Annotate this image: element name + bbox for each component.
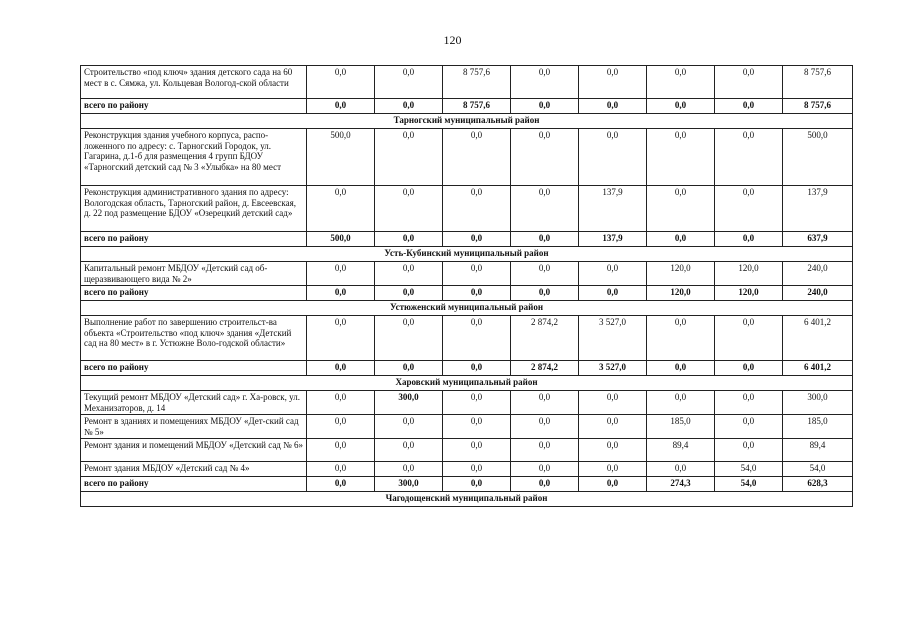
row-value: 0,0: [647, 316, 715, 361]
row-value: 0,0: [715, 316, 783, 361]
row-value: 0,0: [579, 129, 647, 186]
row-description: Реконструкция административного здания по адресу: Вологодская область, Тарногский район, д. Евсеевская, д. 22 под размещение БДОУ «Озерецкий детский сад»: [81, 186, 307, 232]
total-value: 0,0: [443, 232, 511, 247]
row-value: 8 757,6: [443, 66, 511, 99]
section-title: Чагодощенский муниципальный район: [81, 492, 853, 507]
row-value: 0,0: [715, 391, 783, 415]
total-value: 0,0: [579, 477, 647, 492]
row-description: Ремонт здания МБДОУ «Детский сад № 4»: [81, 462, 307, 477]
row-value: 0,0: [443, 186, 511, 232]
row-value: 0,0: [579, 439, 647, 462]
row-value: 0,0: [715, 439, 783, 462]
total-value: 0,0: [443, 477, 511, 492]
row-value: 0,0: [307, 262, 375, 286]
row-value: 0,0: [443, 391, 511, 415]
section-header-row: [81, 301, 853, 316]
row-value: 500,0: [307, 129, 375, 186]
row-value: 185,0: [647, 415, 715, 439]
row-value: 8 757,6: [783, 66, 853, 99]
row-value: 0,0: [715, 129, 783, 186]
row-value: 0,0: [579, 462, 647, 477]
row-value: 3 527,0: [579, 316, 647, 361]
row-value: 185,0: [783, 415, 853, 439]
row-value: 300,0: [783, 391, 853, 415]
total-value: 500,0: [307, 232, 375, 247]
row-value: 0,0: [375, 186, 443, 232]
row-value: 0,0: [375, 316, 443, 361]
table-row: [81, 186, 853, 232]
total-value: 637,9: [783, 232, 853, 247]
row-value: 0,0: [511, 391, 579, 415]
total-value: 120,0: [715, 286, 783, 301]
row-value: 0,0: [375, 129, 443, 186]
row-value: 120,0: [715, 262, 783, 286]
row-value: 0,0: [307, 316, 375, 361]
row-value: 137,9: [783, 186, 853, 232]
row-value: 0,0: [375, 439, 443, 462]
row-value: 0,0: [307, 415, 375, 439]
row-value: 0,0: [307, 439, 375, 462]
section-title: Тарногский муниципальный район: [81, 114, 853, 129]
table-row: [81, 129, 853, 186]
total-value: 0,0: [511, 286, 579, 301]
table-row: [81, 415, 853, 439]
table-row: [81, 316, 853, 361]
table-body: [81, 66, 853, 507]
total-value: 0,0: [647, 361, 715, 376]
budget-table: [80, 65, 853, 507]
table-row: [81, 462, 853, 477]
row-value: 0,0: [647, 66, 715, 99]
total-value: 0,0: [375, 232, 443, 247]
total-value: 274,3: [647, 477, 715, 492]
row-value: 0,0: [307, 462, 375, 477]
row-value: 0,0: [511, 186, 579, 232]
district-total-row: [81, 477, 853, 492]
row-value: 300,0: [375, 391, 443, 415]
row-value: 120,0: [647, 262, 715, 286]
section-header-row: [81, 376, 853, 391]
row-value: 0,0: [511, 66, 579, 99]
section-title: Харовский муниципальный район: [81, 376, 853, 391]
row-description: Выполнение работ по завершению строительст-ва объекта «Строительство «под ключ» здания «Детский сад на 80 мест» в г. Устюжне Воло-годской области»: [81, 316, 307, 361]
total-value: 54,0: [715, 477, 783, 492]
total-value: 0,0: [307, 99, 375, 114]
row-value: 0,0: [647, 391, 715, 415]
row-value: 0,0: [307, 186, 375, 232]
total-value: 240,0: [783, 286, 853, 301]
total-value: 0,0: [375, 361, 443, 376]
section-title: Усть-Кубинский муниципальный район: [81, 247, 853, 262]
total-value: 0,0: [647, 99, 715, 114]
total-value: 2 874,2: [511, 361, 579, 376]
total-value: 0,0: [307, 361, 375, 376]
total-value: 0,0: [375, 99, 443, 114]
row-value: 54,0: [715, 462, 783, 477]
row-value: 240,0: [783, 262, 853, 286]
row-value: 0,0: [715, 66, 783, 99]
total-value: 0,0: [511, 99, 579, 114]
row-value: 89,4: [783, 439, 853, 462]
row-description: Ремонт в зданиях и помещениях МБДОУ «Дет-ский сад № 5»: [81, 415, 307, 439]
district-total-row: [81, 361, 853, 376]
row-value: 6 401,2: [783, 316, 853, 361]
row-value: 500,0: [783, 129, 853, 186]
district-total-row: [81, 99, 853, 114]
total-value: 3 527,0: [579, 361, 647, 376]
section-header-row: [81, 114, 853, 129]
row-value: 0,0: [375, 415, 443, 439]
row-value: 0,0: [511, 415, 579, 439]
section-title: Устюженский муниципальный район: [81, 301, 853, 316]
row-value: 2 874,2: [511, 316, 579, 361]
row-description: Реконструкция здания учебного корпуса, распо-ложенного по адресу: с. Тарногский Городок, ул. Гагарина, д.1-б для размещения 4 групп БДОУ «Тарногский детский сад № 3 «Улыбка» на 80 мест: [81, 129, 307, 186]
row-value: 0,0: [443, 316, 511, 361]
total-value: 0,0: [579, 99, 647, 114]
row-value: 0,0: [511, 129, 579, 186]
total-value: 628,3: [783, 477, 853, 492]
page-number: 120: [443, 33, 462, 47]
district-total-row: [81, 286, 853, 301]
section-header-row: [81, 492, 853, 507]
total-label: всего по району: [81, 232, 307, 247]
section-header-row: [81, 247, 853, 262]
row-value: 0,0: [579, 262, 647, 286]
row-description: Ремонт здания и помещений МБДОУ «Детский сад № 6»: [81, 439, 307, 462]
total-value: 300,0: [375, 477, 443, 492]
row-value: 0,0: [647, 129, 715, 186]
row-value: 0,0: [511, 462, 579, 477]
total-value: 120,0: [647, 286, 715, 301]
total-value: 0,0: [647, 232, 715, 247]
total-value: 0,0: [307, 286, 375, 301]
row-value: 0,0: [579, 391, 647, 415]
row-value: 0,0: [715, 415, 783, 439]
table-row: [81, 262, 853, 286]
total-label: всего по району: [81, 99, 307, 114]
table-row: [81, 439, 853, 462]
row-value: 89,4: [647, 439, 715, 462]
row-description: Текущий ремонт МБДОУ «Детский сад» г. Ха-ровск, ул. Механизаторов, д. 14: [81, 391, 307, 415]
total-value: 0,0: [443, 286, 511, 301]
total-value: 0,0: [307, 477, 375, 492]
row-value: 0,0: [715, 186, 783, 232]
row-value: 0,0: [443, 439, 511, 462]
total-label: всего по району: [81, 361, 307, 376]
row-value: 0,0: [307, 66, 375, 99]
row-description: Капитальный ремонт МБДОУ «Детский сад об-щеразвивающего вида № 2»: [81, 262, 307, 286]
total-value: 0,0: [579, 286, 647, 301]
row-value: 54,0: [783, 462, 853, 477]
row-value: 0,0: [579, 66, 647, 99]
row-value: 0,0: [511, 262, 579, 286]
row-value: 0,0: [647, 462, 715, 477]
total-value: 0,0: [375, 286, 443, 301]
row-value: 0,0: [511, 439, 579, 462]
row-value: 0,0: [375, 66, 443, 99]
row-value: 0,0: [375, 262, 443, 286]
row-value: 0,0: [579, 415, 647, 439]
row-value: 0,0: [375, 462, 443, 477]
total-value: 0,0: [715, 232, 783, 247]
total-value: 137,9: [579, 232, 647, 247]
row-value: 0,0: [443, 462, 511, 477]
total-value: 0,0: [511, 477, 579, 492]
table-row: [81, 66, 853, 99]
table-row: [81, 391, 853, 415]
district-total-row: [81, 232, 853, 247]
total-value: 0,0: [443, 361, 511, 376]
total-value: 0,0: [511, 232, 579, 247]
total-label: всего по району: [81, 477, 307, 492]
row-value: 137,9: [579, 186, 647, 232]
total-value: 0,0: [715, 99, 783, 114]
row-value: 0,0: [647, 186, 715, 232]
row-value: 0,0: [443, 262, 511, 286]
row-description: Строительство «под ключ» здания детского сада на 60 мест в с. Сямжа, ул. Кольцевая Вологод-ской области: [81, 66, 307, 99]
total-value: 8 757,6: [443, 99, 511, 114]
total-value: 6 401,2: [783, 361, 853, 376]
total-label: всего по району: [81, 286, 307, 301]
total-value: 0,0: [715, 361, 783, 376]
total-value: 8 757,6: [783, 99, 853, 114]
row-value: 0,0: [307, 391, 375, 415]
row-value: 0,0: [443, 415, 511, 439]
row-value: 0,0: [443, 129, 511, 186]
